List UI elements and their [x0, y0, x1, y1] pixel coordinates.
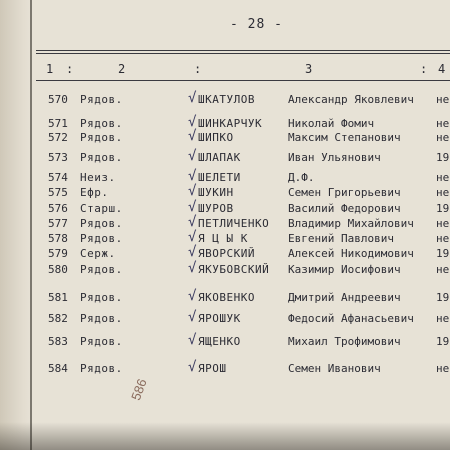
- check-mark-icon: √: [188, 229, 197, 245]
- cell-name: Федосий Афанасьевич: [288, 312, 414, 325]
- check-mark-icon: √: [188, 244, 197, 260]
- cell-year: не: [436, 171, 450, 184]
- cell-year: не: [436, 186, 450, 199]
- cell-rank: Рядов.: [80, 117, 123, 130]
- col-2-header: 2: [118, 62, 126, 76]
- col-sep-2: :: [194, 62, 202, 76]
- cell-num: 577: [48, 217, 68, 230]
- cell-surname: ШИНКАРЧУК: [198, 117, 263, 130]
- cell-name: Николай Фомич: [288, 117, 375, 130]
- cell-year: не: [436, 263, 450, 276]
- binding-line: [30, 0, 32, 450]
- cell-surname: ШИПКО: [198, 131, 234, 144]
- cell-rank: Рядов.: [80, 151, 123, 164]
- check-mark-icon: √: [188, 359, 197, 375]
- cell-num: 573: [48, 151, 68, 164]
- cell-name: Максим Степанович: [288, 131, 401, 144]
- cell-year: 19: [436, 247, 450, 260]
- cell-year: не: [436, 232, 450, 245]
- cell-rank: Рядов.: [80, 217, 123, 230]
- cell-surname: ПЕТЛИЧЕНКО: [198, 217, 270, 230]
- cell-num: 582: [48, 312, 68, 325]
- cell-name: Иван Ульянович: [288, 151, 381, 164]
- cell-name: Михаил Трофимович: [288, 335, 401, 348]
- cell-num: 570: [48, 93, 68, 106]
- header-bottom-rule: [36, 80, 450, 81]
- cell-rank: Рядов.: [80, 263, 123, 276]
- col-3-header: 3: [305, 62, 313, 76]
- cell-surname: ШКАТУЛОВ: [198, 93, 255, 106]
- cell-num: 578: [48, 232, 68, 245]
- check-mark-icon: √: [188, 332, 197, 348]
- cell-num: 576: [48, 202, 68, 215]
- cell-name: Алексей Никодимович: [288, 247, 414, 260]
- cell-name: Семен Григорьевич: [288, 186, 401, 199]
- cell-num: 574: [48, 171, 68, 184]
- cell-year: 19: [436, 202, 450, 215]
- cell-num: 583: [48, 335, 68, 348]
- cell-year: 19: [436, 151, 450, 164]
- margin-note: 586: [128, 376, 150, 403]
- cell-year: не: [436, 362, 450, 375]
- col-sep-3: :: [420, 62, 428, 76]
- cell-surname: ШЕЛЕТИ: [198, 171, 241, 184]
- cell-surname: ЯРОШУК: [198, 312, 241, 325]
- cell-rank: Ефр.: [80, 186, 109, 199]
- check-mark-icon: √: [188, 90, 197, 106]
- cell-rank: Серж.: [80, 247, 116, 260]
- cell-year: не: [436, 93, 450, 106]
- cell-rank: Рядов.: [80, 93, 123, 106]
- cell-num: 572: [48, 131, 68, 144]
- cell-name: Д.Ф.: [288, 171, 315, 184]
- col-1-header: 1: [46, 62, 54, 76]
- cell-year: 19: [436, 291, 450, 304]
- cell-year: не: [436, 131, 450, 144]
- check-mark-icon: √: [188, 309, 197, 325]
- cell-surname: ШЛАПАК: [198, 151, 241, 164]
- header-top-rule-double: [36, 53, 450, 54]
- cell-rank: Старш.: [80, 202, 123, 215]
- cell-rank: Рядов.: [80, 362, 123, 375]
- cell-name: Василий Федорович: [288, 202, 401, 215]
- binding-gutter: [0, 0, 32, 450]
- cell-surname: ЯРОШ: [198, 362, 227, 375]
- check-mark-icon: √: [188, 288, 197, 304]
- check-mark-icon: √: [188, 199, 197, 215]
- cell-name: Владимир Михайлович: [288, 217, 414, 230]
- check-mark-icon: √: [188, 260, 197, 276]
- cell-rank: Рядов.: [80, 131, 123, 144]
- cell-name: Дмитрий Андреевич: [288, 291, 401, 304]
- cell-year: не: [436, 117, 450, 130]
- cell-rank: Неиз.: [80, 171, 116, 184]
- cell-surname: Я Ц Ы К: [198, 232, 248, 245]
- cell-name: Евгений Павлович: [288, 232, 394, 245]
- cell-num: 571: [48, 117, 68, 130]
- check-mark-icon: √: [188, 168, 197, 184]
- cell-surname: ШУКИН: [198, 186, 234, 199]
- cell-rank: Рядов.: [80, 335, 123, 348]
- cell-name: Александр Яковлевич: [288, 93, 414, 106]
- cell-year: не: [436, 217, 450, 230]
- check-mark-icon: √: [188, 148, 197, 164]
- cell-name: Казимир Иосифович: [288, 263, 401, 276]
- page-edge-shadow: [0, 422, 450, 450]
- cell-name: Семен Иванович: [288, 362, 381, 375]
- cell-surname: ШУРОВ: [198, 202, 234, 215]
- check-mark-icon: √: [188, 128, 197, 144]
- cell-num: 584: [48, 362, 68, 375]
- cell-rank: Рядов.: [80, 232, 123, 245]
- cell-num: 580: [48, 263, 68, 276]
- cell-surname: ЯКУБОВСКИЙ: [198, 263, 270, 276]
- cell-surname: ЯКОВЕНКО: [198, 291, 255, 304]
- col-sep-1: :: [66, 62, 74, 76]
- cell-year: не: [436, 312, 450, 325]
- check-mark-icon: √: [188, 214, 197, 230]
- check-mark-icon: √: [188, 114, 197, 130]
- page-number: - 28 -: [230, 17, 283, 32]
- cell-surname: ЯЩЕНКО: [198, 335, 241, 348]
- cell-year: 19: [436, 335, 450, 348]
- header-top-rule: [36, 50, 450, 51]
- cell-num: 581: [48, 291, 68, 304]
- cell-rank: Рядов.: [80, 291, 123, 304]
- cell-rank: Рядов.: [80, 312, 123, 325]
- cell-surname: ЯВОРСКИЙ: [198, 247, 255, 260]
- cell-num: 575: [48, 186, 68, 199]
- col-4-header: 4: [438, 62, 446, 76]
- cell-num: 579: [48, 247, 68, 260]
- check-mark-icon: √: [188, 183, 197, 199]
